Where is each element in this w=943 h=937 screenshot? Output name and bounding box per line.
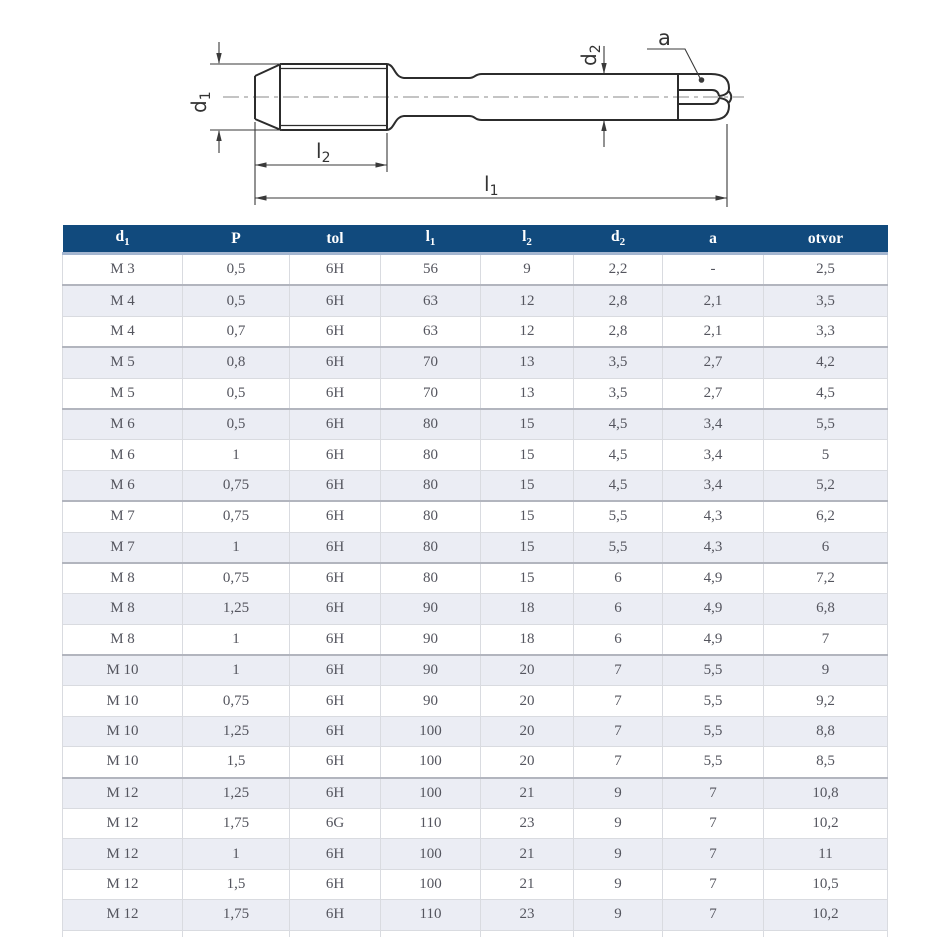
table-cell: 56 bbox=[381, 254, 481, 286]
table-row bbox=[63, 254, 888, 286]
table-cell: M 5 bbox=[63, 347, 183, 378]
table-row bbox=[63, 563, 888, 594]
table-cell: 4,5 bbox=[574, 440, 663, 470]
table-cell: 15 bbox=[481, 501, 574, 532]
table-cell: 7 bbox=[663, 778, 764, 809]
table-cell: 1,75 bbox=[183, 809, 290, 839]
table-cell: 15 bbox=[481, 470, 574, 501]
table-cell: 90 bbox=[381, 686, 481, 716]
table-cell: 2,1 bbox=[663, 316, 764, 347]
table-row-partial bbox=[63, 930, 888, 937]
label-a: a bbox=[658, 26, 671, 50]
table-cell: 63 bbox=[381, 285, 481, 316]
table-cell: 6,2 bbox=[764, 501, 888, 532]
table-row bbox=[63, 470, 888, 501]
col-header-p: P bbox=[183, 225, 290, 254]
table-cell: 15 bbox=[481, 440, 574, 470]
table-cell: 0,8 bbox=[183, 347, 290, 378]
table-row bbox=[63, 378, 888, 409]
table-cell: 6H bbox=[290, 316, 381, 347]
table-header-row bbox=[63, 225, 888, 254]
table-cell: 5,5 bbox=[663, 655, 764, 686]
table-row bbox=[63, 624, 888, 655]
table-cell: 4,5 bbox=[574, 470, 663, 501]
table-cell: 6H bbox=[290, 470, 381, 501]
table-cell: M 10 bbox=[63, 747, 183, 778]
table-cell: 7 bbox=[663, 839, 764, 869]
table-cell: 20 bbox=[481, 716, 574, 746]
table-cell: 6H bbox=[290, 778, 381, 809]
label-d1: $d_1$ bbox=[187, 91, 214, 113]
table-cell: 0,7 bbox=[183, 316, 290, 347]
table-cell: 80 bbox=[381, 409, 481, 440]
table-cell: 0,75 bbox=[183, 501, 290, 532]
table-cell bbox=[481, 930, 574, 937]
table-cell: 4,9 bbox=[663, 624, 764, 655]
table-row bbox=[63, 778, 888, 809]
table-cell: 6,8 bbox=[764, 594, 888, 624]
table-cell: 6H bbox=[290, 563, 381, 594]
data-table bbox=[62, 225, 888, 937]
table-cell: 6 bbox=[574, 594, 663, 624]
table-cell: 2,8 bbox=[574, 285, 663, 316]
col-header-d2: $d_2$ bbox=[574, 225, 663, 254]
col-header-l2: $l_2$ bbox=[481, 225, 574, 254]
table-cell: 11 bbox=[764, 839, 888, 869]
table-cell: 80 bbox=[381, 470, 481, 501]
table-cell: 1 bbox=[183, 839, 290, 869]
table-cell: 20 bbox=[481, 747, 574, 778]
table-cell: 20 bbox=[481, 655, 574, 686]
table-cell: 5,5 bbox=[574, 532, 663, 563]
table-cell: 5,5 bbox=[663, 686, 764, 716]
table-cell: 5,5 bbox=[764, 409, 888, 440]
table-cell: 100 bbox=[381, 716, 481, 746]
leader-dot bbox=[699, 77, 705, 83]
table-cell: 2,8 bbox=[574, 316, 663, 347]
table-cell: 90 bbox=[381, 655, 481, 686]
table-cell: M 4 bbox=[63, 285, 183, 316]
table-cell: 80 bbox=[381, 501, 481, 532]
table-cell: 4,2 bbox=[764, 347, 888, 378]
table-cell: M 6 bbox=[63, 470, 183, 501]
col-header-a: a bbox=[663, 225, 764, 254]
table-cell: 6 bbox=[764, 532, 888, 563]
table-cell: 13 bbox=[481, 378, 574, 409]
table-cell: 15 bbox=[481, 532, 574, 563]
table-cell: 5,2 bbox=[764, 470, 888, 501]
table-header bbox=[63, 225, 888, 254]
table-cell: 0,5 bbox=[183, 254, 290, 286]
table-cell: M 10 bbox=[63, 716, 183, 746]
table-cell: 7 bbox=[663, 900, 764, 930]
table-cell: 2,2 bbox=[574, 254, 663, 286]
table-cell: 0,75 bbox=[183, 686, 290, 716]
table-cell: - bbox=[663, 254, 764, 286]
table-cell: 4,9 bbox=[663, 563, 764, 594]
table-cell: 100 bbox=[381, 869, 481, 899]
table-cell: M 12 bbox=[63, 809, 183, 839]
table-cell: 1 bbox=[183, 440, 290, 470]
table-cell: M 8 bbox=[63, 594, 183, 624]
table-cell: M 6 bbox=[63, 440, 183, 470]
table-cell: 5 bbox=[764, 440, 888, 470]
table-cell: 0,75 bbox=[183, 470, 290, 501]
table-cell: 9 bbox=[574, 869, 663, 899]
table-row bbox=[63, 409, 888, 440]
table-cell: 6 bbox=[574, 563, 663, 594]
tap-dimension-table bbox=[62, 225, 887, 937]
table-cell: M 12 bbox=[63, 839, 183, 869]
table-cell: 110 bbox=[381, 900, 481, 930]
table-cell: 2,7 bbox=[663, 347, 764, 378]
table-cell: 3,5 bbox=[574, 378, 663, 409]
dimension-lines bbox=[210, 42, 727, 207]
dimension-arrowheads bbox=[216, 53, 727, 201]
col-header-otvor: otvor bbox=[764, 225, 888, 254]
table-cell: M 4 bbox=[63, 316, 183, 347]
table-cell bbox=[290, 930, 381, 937]
table-cell: 110 bbox=[381, 809, 481, 839]
label-l2: $l_2$ bbox=[316, 139, 331, 166]
table-row bbox=[63, 839, 888, 869]
table-row bbox=[63, 716, 888, 746]
table-cell: 18 bbox=[481, 594, 574, 624]
table-cell: 1 bbox=[183, 532, 290, 563]
table-cell: 70 bbox=[381, 347, 481, 378]
table-cell bbox=[574, 930, 663, 937]
table-cell: 3,3 bbox=[764, 316, 888, 347]
table-row bbox=[63, 347, 888, 378]
table-cell: 9 bbox=[574, 809, 663, 839]
table-cell: 7 bbox=[574, 716, 663, 746]
table-cell: 3,4 bbox=[663, 409, 764, 440]
table-cell: 13 bbox=[481, 347, 574, 378]
table-cell: 4,5 bbox=[574, 409, 663, 440]
table-cell: 6H bbox=[290, 440, 381, 470]
table-cell: 5,5 bbox=[663, 747, 764, 778]
table-row bbox=[63, 655, 888, 686]
table-cell: 8,5 bbox=[764, 747, 888, 778]
table-cell: 6H bbox=[290, 716, 381, 746]
table-cell: M 8 bbox=[63, 563, 183, 594]
label-d2: $d_2$ bbox=[577, 44, 604, 66]
table-cell: 80 bbox=[381, 532, 481, 563]
table-cell: 1,5 bbox=[183, 869, 290, 899]
col-header-d1: $d_1$ bbox=[63, 225, 183, 254]
table-cell: 6H bbox=[290, 409, 381, 440]
table-cell: 10,2 bbox=[764, 809, 888, 839]
table-cell: 6H bbox=[290, 347, 381, 378]
table-cell: 7 bbox=[663, 869, 764, 899]
table-cell: 6H bbox=[290, 285, 381, 316]
table-row bbox=[63, 686, 888, 716]
table-cell: 6G bbox=[290, 809, 381, 839]
table-cell: M 10 bbox=[63, 655, 183, 686]
table-cell: 21 bbox=[481, 778, 574, 809]
table-cell bbox=[63, 930, 183, 937]
table-cell: 90 bbox=[381, 594, 481, 624]
table-cell: 2,1 bbox=[663, 285, 764, 316]
table-cell: 9 bbox=[574, 900, 663, 930]
table-row bbox=[63, 316, 888, 347]
table-row bbox=[63, 900, 888, 930]
table-cell bbox=[183, 930, 290, 937]
table-cell: 3,4 bbox=[663, 470, 764, 501]
table-cell: 10,8 bbox=[764, 778, 888, 809]
col-header-l1: $l_1$ bbox=[381, 225, 481, 254]
table-cell: 15 bbox=[481, 409, 574, 440]
table-cell: 7 bbox=[574, 686, 663, 716]
table-cell: 9 bbox=[574, 839, 663, 869]
table-cell: 4,3 bbox=[663, 532, 764, 563]
table-cell: 63 bbox=[381, 316, 481, 347]
table-row bbox=[63, 532, 888, 563]
table-cell bbox=[764, 930, 888, 937]
table-cell: M 6 bbox=[63, 409, 183, 440]
table-cell: 1,75 bbox=[183, 900, 290, 930]
table-cell: M 7 bbox=[63, 501, 183, 532]
table-cell: M 8 bbox=[63, 624, 183, 655]
table-cell: 0,5 bbox=[183, 378, 290, 409]
table-cell: 2,7 bbox=[663, 378, 764, 409]
table-cell: 1,5 bbox=[183, 747, 290, 778]
table-cell: 100 bbox=[381, 778, 481, 809]
table-cell: 2,5 bbox=[764, 254, 888, 286]
table-cell: 0,75 bbox=[183, 563, 290, 594]
table-cell: 7 bbox=[663, 809, 764, 839]
table-cell: M 5 bbox=[63, 378, 183, 409]
tap-technical-drawing bbox=[0, 0, 943, 222]
table-cell: 6H bbox=[290, 655, 381, 686]
table-cell: 6H bbox=[290, 501, 381, 532]
table-cell: 70 bbox=[381, 378, 481, 409]
table-cell: 6H bbox=[290, 900, 381, 930]
table-row bbox=[63, 440, 888, 470]
table-cell: 6H bbox=[290, 839, 381, 869]
table-cell: 15 bbox=[481, 563, 574, 594]
table-cell: 4,9 bbox=[663, 594, 764, 624]
table-cell: 6H bbox=[290, 686, 381, 716]
table-cell: M 12 bbox=[63, 778, 183, 809]
table-cell: 5,5 bbox=[574, 501, 663, 532]
table-cell: 9,2 bbox=[764, 686, 888, 716]
table-cell: 3,5 bbox=[574, 347, 663, 378]
table-cell: 6H bbox=[290, 254, 381, 286]
table-cell: 7,2 bbox=[764, 563, 888, 594]
table-cell: M 12 bbox=[63, 900, 183, 930]
table-cell: 6 bbox=[574, 624, 663, 655]
table-row bbox=[63, 747, 888, 778]
table-cell: M 10 bbox=[63, 686, 183, 716]
table-cell: 3,5 bbox=[764, 285, 888, 316]
table-cell: 3,4 bbox=[663, 440, 764, 470]
table-cell: 6H bbox=[290, 869, 381, 899]
table-cell: 9 bbox=[481, 254, 574, 286]
table-cell: 9 bbox=[574, 778, 663, 809]
table-cell: 12 bbox=[481, 316, 574, 347]
table-cell: 23 bbox=[481, 900, 574, 930]
table-cell: M 3 bbox=[63, 254, 183, 286]
table-cell: 23 bbox=[481, 809, 574, 839]
table-cell: 20 bbox=[481, 686, 574, 716]
table-cell: 10,2 bbox=[764, 900, 888, 930]
table-cell: 1,25 bbox=[183, 778, 290, 809]
label-l1: $l_1$ bbox=[484, 172, 499, 199]
table-cell: 6H bbox=[290, 594, 381, 624]
table-cell: 7 bbox=[574, 655, 663, 686]
table-cell: 21 bbox=[481, 869, 574, 899]
table-cell: M 7 bbox=[63, 532, 183, 563]
table-cell: 6H bbox=[290, 378, 381, 409]
table-cell: 1,25 bbox=[183, 716, 290, 746]
table-cell: 7 bbox=[574, 747, 663, 778]
table-body bbox=[63, 254, 888, 937]
table-cell: 80 bbox=[381, 440, 481, 470]
table-cell: 0,5 bbox=[183, 409, 290, 440]
table-cell: 1 bbox=[183, 624, 290, 655]
table-cell: 8,8 bbox=[764, 716, 888, 746]
table-cell: 90 bbox=[381, 624, 481, 655]
table-cell: 21 bbox=[481, 839, 574, 869]
table-row bbox=[63, 501, 888, 532]
table-cell: 100 bbox=[381, 747, 481, 778]
table-cell: 4,3 bbox=[663, 501, 764, 532]
table-cell: 6H bbox=[290, 624, 381, 655]
table-cell: 80 bbox=[381, 563, 481, 594]
table-cell: 1,25 bbox=[183, 594, 290, 624]
table-cell: 0,5 bbox=[183, 285, 290, 316]
table-row bbox=[63, 809, 888, 839]
table-row bbox=[63, 285, 888, 316]
table-cell bbox=[663, 930, 764, 937]
table-cell: 5,5 bbox=[663, 716, 764, 746]
table-cell: 6H bbox=[290, 532, 381, 563]
table-row bbox=[63, 594, 888, 624]
table-cell: 9 bbox=[764, 655, 888, 686]
table-cell: 7 bbox=[764, 624, 888, 655]
table-row bbox=[63, 869, 888, 899]
table-cell: 100 bbox=[381, 839, 481, 869]
table-cell: 10,5 bbox=[764, 869, 888, 899]
table-cell bbox=[381, 930, 481, 937]
table-cell: M 12 bbox=[63, 869, 183, 899]
table-cell: 6H bbox=[290, 747, 381, 778]
table-cell: 18 bbox=[481, 624, 574, 655]
table-cell: 4,5 bbox=[764, 378, 888, 409]
col-header-tol: tol bbox=[290, 225, 381, 254]
table-cell: 12 bbox=[481, 285, 574, 316]
table-cell: 1 bbox=[183, 655, 290, 686]
